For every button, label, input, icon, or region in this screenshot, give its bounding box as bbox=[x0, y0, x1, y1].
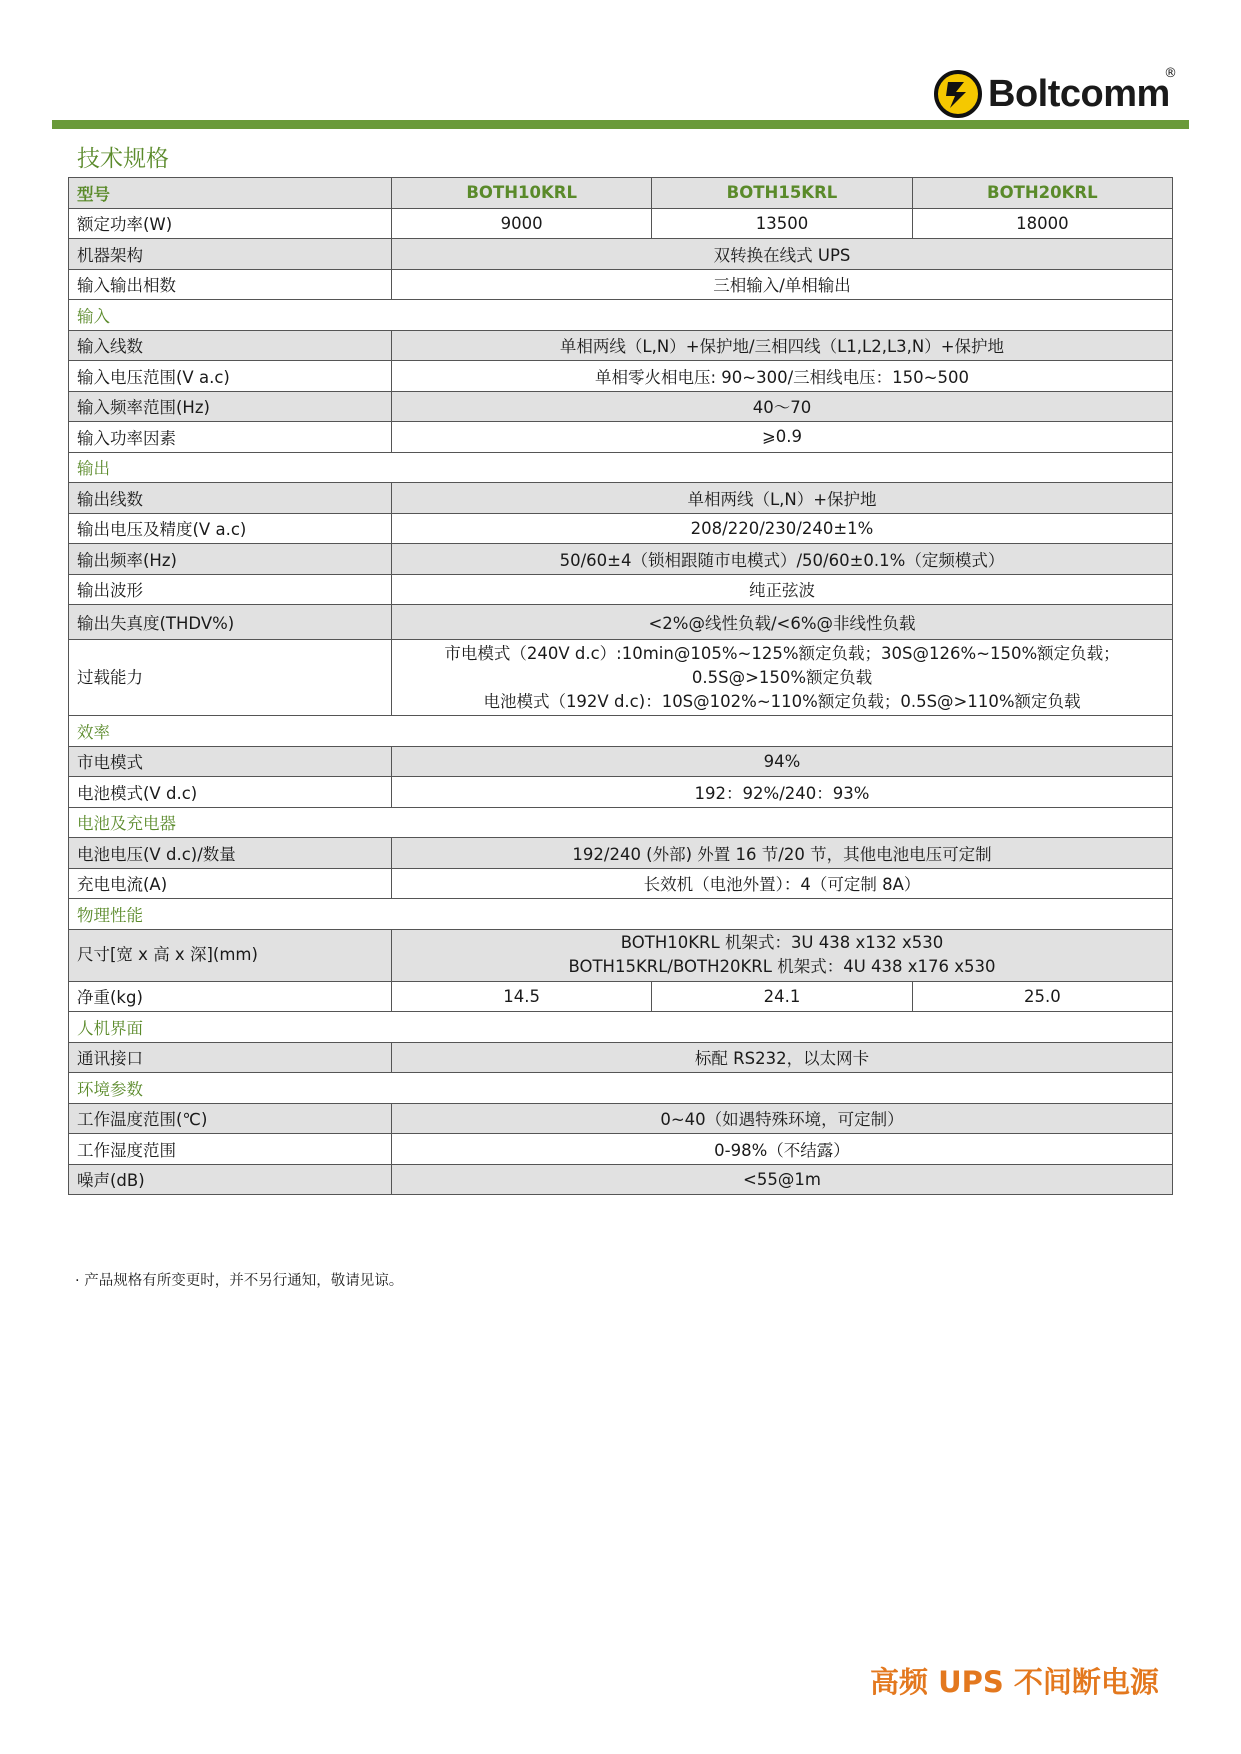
table-row bbox=[69, 1134, 1173, 1165]
group-title: 输入 bbox=[69, 300, 1173, 331]
table-row bbox=[69, 1164, 1173, 1195]
row-label: 通讯接口 bbox=[69, 1042, 392, 1073]
group-header bbox=[69, 807, 1173, 838]
table-row bbox=[69, 1103, 1173, 1134]
table-row bbox=[69, 929, 1173, 981]
table-row bbox=[69, 391, 1173, 422]
group-header bbox=[69, 1073, 1173, 1104]
row-value: <2%@线性负载/<6%@非线性负载 bbox=[392, 605, 1173, 640]
table-row bbox=[69, 330, 1173, 361]
row-value: 单相两线（L,N）+保护地/三相四线（L1,L2,L3,N）+保护地 bbox=[392, 330, 1173, 361]
group-title: 物理性能 bbox=[69, 899, 1173, 930]
overload-value bbox=[392, 640, 1173, 716]
table-row bbox=[69, 640, 1173, 716]
dimensions-value bbox=[392, 929, 1173, 981]
row-label: 市电模式 bbox=[69, 746, 392, 777]
row-value: 50/60±4（锁相跟随市电模式）/50/60±0.1%（定频模式） bbox=[392, 544, 1173, 575]
row-label: 输出频率(Hz) bbox=[69, 544, 392, 575]
row-label: 输出线数 bbox=[69, 483, 392, 514]
logo bbox=[934, 64, 1170, 124]
table-row bbox=[69, 868, 1173, 899]
table-row bbox=[69, 777, 1173, 808]
row-label: 工作湿度范围 bbox=[69, 1134, 392, 1165]
row-value: 单相两线（L,N）+保护地 bbox=[392, 483, 1173, 514]
row-value: 25.0 bbox=[912, 981, 1172, 1012]
row-value: 纯正弦波 bbox=[392, 574, 1173, 605]
overload-line: 电池模式（192V d.c)：10S@102%~110%额定负载；0.5S@>110%额定负载 bbox=[483, 691, 1081, 711]
spec-table bbox=[68, 177, 1173, 1195]
row-label: 输入频率范围(Hz) bbox=[69, 391, 392, 422]
group-header bbox=[69, 300, 1173, 331]
row-label: 输入输出相数 bbox=[69, 269, 392, 300]
row-value: 18000 bbox=[912, 208, 1172, 239]
table-row bbox=[69, 746, 1173, 777]
group-header bbox=[69, 899, 1173, 930]
registered-mark: ® bbox=[1164, 66, 1177, 81]
row-label: 输出失真度(THDV%) bbox=[69, 605, 392, 640]
header-divider bbox=[52, 120, 1189, 129]
table-row bbox=[69, 483, 1173, 514]
row-label: 机器架构 bbox=[69, 239, 392, 270]
overload-line: 市电模式（240V d.c）:10min@105%~125%额定负载；30S@126%~150%额定负载； bbox=[444, 643, 1120, 663]
row-label: 输入线数 bbox=[69, 330, 392, 361]
row-value: 双转换在线式 UPS bbox=[392, 239, 1173, 270]
brand-name: Boltcomm bbox=[988, 72, 1170, 115]
table-row bbox=[69, 544, 1173, 575]
row-value: ⩾0.9 bbox=[392, 422, 1173, 453]
row-value: 0~40（如遇特殊环境，可定制） bbox=[392, 1103, 1173, 1134]
row-value: 13500 bbox=[652, 208, 912, 239]
row-value: 9000 bbox=[392, 208, 652, 239]
row-value: 三相输入/单相输出 bbox=[392, 269, 1173, 300]
dimensions-line: BOTH10KRL 机架式：3U 438 x132 x530 bbox=[620, 933, 944, 952]
group-header bbox=[69, 1012, 1173, 1043]
row-label: 电池电压(V d.c)/数量 bbox=[69, 838, 392, 869]
table-row bbox=[69, 269, 1173, 300]
row-label: 输入功率因素 bbox=[69, 422, 392, 453]
row-value: 24.1 bbox=[652, 981, 912, 1012]
lightning-bolt-icon bbox=[934, 70, 982, 118]
section-title: 技术规格 bbox=[77, 146, 169, 172]
group-header bbox=[69, 716, 1173, 747]
group-title: 输出 bbox=[69, 452, 1173, 483]
overload-line: 0.5S@>150%额定负载 bbox=[691, 667, 873, 687]
table-row bbox=[69, 239, 1173, 270]
row-value: 长效机（电池外置）：4（可定制 8A） bbox=[392, 868, 1173, 899]
product-category-title: 高频 UPS 不间断电源 bbox=[870, 1665, 1159, 1699]
row-value: 40～70 bbox=[392, 391, 1173, 422]
row-value: 192：92%/240：93% bbox=[392, 777, 1173, 808]
row-value: 14.5 bbox=[392, 981, 652, 1012]
footnote: · 产品规格有所变更时，并不另行通知，敬请见谅。 bbox=[75, 1273, 404, 1289]
table-row bbox=[69, 208, 1173, 239]
table-row bbox=[69, 178, 1173, 209]
row-value: 0-98%（不结露） bbox=[392, 1134, 1173, 1165]
row-label: 额定功率(W) bbox=[69, 208, 392, 239]
model-cell: BOTH15KRL bbox=[652, 178, 912, 209]
row-value: 208/220/230/240±1% bbox=[392, 513, 1173, 544]
group-header bbox=[69, 452, 1173, 483]
row-label: 净重(kg) bbox=[69, 981, 392, 1012]
row-value: 94% bbox=[392, 746, 1173, 777]
group-title: 效率 bbox=[69, 716, 1173, 747]
table-row bbox=[69, 981, 1173, 1012]
row-label: 电池模式(V d.c) bbox=[69, 777, 392, 808]
table-row bbox=[69, 1042, 1173, 1073]
table-row bbox=[69, 513, 1173, 544]
table-row bbox=[69, 574, 1173, 605]
table-row bbox=[69, 361, 1173, 392]
row-label: 输出波形 bbox=[69, 574, 392, 605]
row-label: 尺寸[宽 x 高 x 深](mm) bbox=[69, 929, 392, 981]
group-title: 环境参数 bbox=[69, 1073, 1173, 1104]
row-label: 工作温度范围(℃) bbox=[69, 1103, 392, 1134]
row-value: 标配 RS232，以太网卡 bbox=[392, 1042, 1173, 1073]
row-label: 过载能力 bbox=[69, 640, 392, 716]
model-cell: BOTH10KRL bbox=[392, 178, 652, 209]
row-value: 192/240 (外部) 外置 16 节/20 节，其他电池电压可定制 bbox=[392, 838, 1173, 869]
table-row bbox=[69, 422, 1173, 453]
row-value: <55@1m bbox=[392, 1164, 1173, 1195]
row-label: 充电电流(A) bbox=[69, 868, 392, 899]
model-cell: BOTH20KRL bbox=[912, 178, 1172, 209]
row-label: 噪声(dB) bbox=[69, 1164, 392, 1195]
group-title: 电池及充电器 bbox=[69, 807, 1173, 838]
row-value: 单相零火相电压: 90~300/三相线电压：150~500 bbox=[392, 361, 1173, 392]
row-label: 输入电压范围(V a.c) bbox=[69, 361, 392, 392]
row-label: 型号 bbox=[69, 178, 392, 209]
table-row bbox=[69, 605, 1173, 640]
dimensions-line: BOTH15KRL/BOTH20KRL 机架式：4U 438 x176 x530 bbox=[568, 957, 996, 976]
group-title: 人机界面 bbox=[69, 1012, 1173, 1043]
table-row bbox=[69, 838, 1173, 869]
row-label: 输出电压及精度(V a.c) bbox=[69, 513, 392, 544]
